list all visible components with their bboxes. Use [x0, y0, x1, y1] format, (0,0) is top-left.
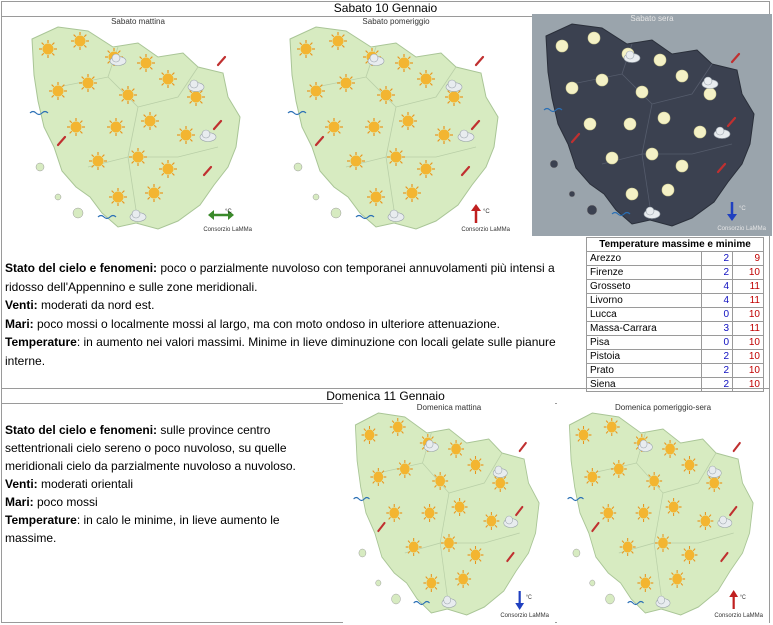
- sea-paragraph: [5, 493, 330, 511]
- island-shape: [392, 594, 401, 604]
- day1-bulletin: [5, 259, 575, 370]
- moon-icon: [626, 188, 638, 200]
- moon-icon: [676, 70, 688, 82]
- sun-icon: [435, 126, 453, 144]
- moon-icon: [646, 148, 658, 160]
- city-cell: Arezzo: [587, 252, 702, 266]
- sun-icon: [395, 54, 413, 72]
- map-label: Domenica mattina: [416, 403, 482, 412]
- moon-icon: [606, 152, 618, 164]
- sun-icon: [448, 440, 464, 458]
- sun-icon: [697, 512, 713, 530]
- temp-text: : in calo le minime, in lieve aumento le massime.: [5, 513, 280, 545]
- wind-text: moderati da nord est.: [37, 298, 155, 312]
- moon-icon: [636, 86, 648, 98]
- unit-label: °C: [525, 594, 532, 602]
- map-sabato-pomeriggio[interactable]: [276, 17, 516, 237]
- wind-text: moderati orientali: [37, 477, 134, 491]
- sun-icon: [397, 460, 413, 478]
- unit-label: °C: [225, 209, 232, 215]
- sun-icon: [159, 70, 177, 88]
- sun-icon: [337, 74, 355, 92]
- map-sabato-sera[interactable]: [532, 14, 772, 236]
- sun-icon: [611, 460, 627, 478]
- sky-paragraph: [5, 259, 575, 296]
- city-cell: Firenze: [587, 266, 702, 280]
- sun-icon: [39, 40, 57, 58]
- temperature-row: [587, 308, 764, 322]
- moon-icon: [676, 160, 688, 172]
- day1-title: Sabato 10 Gennaio: [2, 1, 769, 17]
- sky-paragraph: [5, 421, 330, 475]
- sun-icon: [604, 418, 620, 436]
- island-shape: [73, 208, 83, 218]
- sun-icon: [137, 54, 155, 72]
- sun-icon: [682, 546, 698, 564]
- sun-icon: [71, 32, 89, 50]
- map-credit: Consorzio LaMMa: [203, 227, 252, 233]
- sun-icon: [109, 188, 127, 206]
- sun-icon: [417, 160, 435, 178]
- moon-icon: [566, 82, 578, 94]
- island-shape: [590, 580, 595, 586]
- sun-icon: [646, 472, 662, 490]
- temperature-table: [586, 237, 764, 392]
- map-domenica-pomeriggio-sera[interactable]: [557, 403, 769, 623]
- sea-paragraph: [5, 315, 575, 334]
- sun-icon: [365, 118, 383, 136]
- sea-label: Mari:: [5, 495, 34, 509]
- sun-icon: [576, 426, 592, 444]
- sun-icon: [468, 456, 484, 474]
- moon-icon: [584, 118, 596, 130]
- day2-title: Domenica 11 Gennaio: [2, 388, 769, 404]
- map-label: Sabato pomeriggio: [362, 17, 430, 26]
- min-temp-cell: 2: [702, 266, 733, 280]
- max-temp-cell: 10: [733, 266, 764, 280]
- sun-icon: [129, 148, 147, 166]
- island-shape: [550, 160, 558, 168]
- sea-label: Mari:: [5, 316, 34, 331]
- sun-icon: [387, 148, 405, 166]
- sun-icon: [666, 498, 682, 516]
- city-cell: Pistoia: [587, 350, 702, 364]
- moon-icon: [658, 112, 670, 124]
- sun-icon: [79, 74, 97, 92]
- sun-icon: [297, 40, 315, 58]
- city-cell: Grosseto: [587, 280, 702, 294]
- tuscany-weather-map: [532, 14, 772, 236]
- city-cell: Pisa: [587, 336, 702, 350]
- sun-icon: [417, 70, 435, 88]
- sun-icon: [89, 152, 107, 170]
- sun-icon: [141, 112, 159, 130]
- temperature-row: [587, 322, 764, 336]
- moon-icon: [556, 40, 568, 52]
- min-temp-cell: 4: [702, 280, 733, 294]
- island-shape: [587, 205, 597, 215]
- max-temp-cell: 10: [733, 364, 764, 378]
- max-temp-cell: 10: [733, 350, 764, 364]
- unit-label: °C: [483, 209, 490, 215]
- temp-label: Temperature: [5, 335, 77, 349]
- city-cell: Massa-Carrara: [587, 322, 702, 336]
- temperature-row: [587, 364, 764, 378]
- map-sabato-mattina[interactable]: [18, 17, 258, 237]
- island-shape: [573, 549, 580, 557]
- island-shape: [376, 580, 381, 586]
- map-label: Sabato mattina: [111, 17, 165, 26]
- sky-text: sulle province centro settentrionali cielo sereno o poco nuvoloso, su quelle meridionali cielo da parzialmente nuvoloso a nuvoloso.: [5, 423, 296, 473]
- sun-icon: [655, 534, 671, 552]
- sun-icon: [159, 160, 177, 178]
- sun-icon: [432, 472, 448, 490]
- min-temp-cell: 3: [702, 322, 733, 336]
- sun-icon: [636, 504, 652, 522]
- map-label: Sabato sera: [630, 14, 674, 23]
- sun-icon: [669, 570, 685, 588]
- island-shape: [294, 163, 302, 171]
- map-domenica-mattina[interactable]: [343, 403, 555, 623]
- tuscany-weather-map: [18, 17, 258, 237]
- temperature-row: [587, 252, 764, 266]
- island-shape: [331, 208, 341, 218]
- sun-icon: [662, 440, 678, 458]
- temp-paragraph: [5, 333, 575, 370]
- sun-icon: [307, 82, 325, 100]
- island-shape: [55, 194, 61, 200]
- sun-icon: [483, 512, 499, 530]
- temperature-row: [587, 266, 764, 280]
- tuscany-weather-map: [276, 17, 516, 237]
- sun-icon: [423, 574, 439, 592]
- min-temp-cell: 0: [702, 336, 733, 350]
- city-cell: Siena: [587, 378, 702, 392]
- sun-icon: [67, 118, 85, 136]
- sky-text: poco o parzialmente nuvoloso con temporanei annuvolamenti più intensi a ridosso dell'Appennino e sulle zone meridionali.: [5, 261, 555, 294]
- sun-icon: [600, 504, 616, 522]
- wind-label: Venti:: [5, 298, 38, 312]
- sun-icon: [386, 504, 402, 522]
- island-shape: [569, 191, 575, 197]
- max-temp-cell: 9: [733, 252, 764, 266]
- sea-text: poco mossi: [33, 495, 98, 509]
- min-temp-cell: 2: [702, 350, 733, 364]
- map-label: Domenica pomeriggio-sera: [614, 403, 712, 412]
- sun-icon: [637, 574, 653, 592]
- max-temp-cell: 11: [733, 322, 764, 336]
- temperature-row: [587, 336, 764, 350]
- island-shape: [36, 163, 44, 171]
- sun-icon: [620, 538, 636, 556]
- sun-icon: [406, 538, 422, 556]
- sea-text: poco mossi o localmente mossi al largo, ma con moto ondoso in ulteriore attenuazione.: [33, 316, 500, 331]
- temperature-row: [587, 294, 764, 308]
- city-cell: Prato: [587, 364, 702, 378]
- sun-icon: [329, 32, 347, 50]
- min-temp-cell: 2: [702, 364, 733, 378]
- min-temp-cell: 2: [702, 378, 733, 392]
- sun-icon: [390, 418, 406, 436]
- min-temp-cell: 4: [702, 294, 733, 308]
- sun-icon: [367, 188, 385, 206]
- map-credit: Consorzio LaMMa: [500, 613, 549, 619]
- moon-icon: [704, 88, 716, 100]
- max-temp-cell: 11: [733, 280, 764, 294]
- wind-label: Venti:: [5, 477, 38, 491]
- max-temp-cell: 10: [733, 378, 764, 392]
- city-cell: Livorno: [587, 294, 702, 308]
- moon-icon: [694, 126, 706, 138]
- map-credit: Consorzio LaMMa: [714, 613, 763, 619]
- wind-paragraph: [5, 475, 330, 493]
- sun-icon: [347, 152, 365, 170]
- wind-paragraph: [5, 296, 575, 315]
- max-temp-cell: 11: [733, 294, 764, 308]
- moon-icon: [624, 118, 636, 130]
- sky-label: Stato del cielo e fenomeni:: [5, 423, 158, 437]
- temperature-table-header: Temperature massime e minime: [587, 238, 764, 252]
- island-shape: [313, 194, 319, 200]
- sun-icon: [399, 112, 417, 130]
- sun-icon: [441, 534, 457, 552]
- sun-icon: [452, 498, 468, 516]
- map-credit: Consorzio LaMMa: [717, 226, 766, 232]
- tuscany-weather-map: [557, 403, 769, 623]
- tuscany-weather-map: [343, 403, 555, 623]
- sun-icon: [370, 468, 386, 486]
- island-shape: [606, 594, 615, 604]
- sun-icon: [468, 546, 484, 564]
- sun-icon: [377, 86, 395, 104]
- temperature-row: [587, 280, 764, 294]
- sun-icon: [403, 184, 421, 202]
- sun-icon: [455, 570, 471, 588]
- moon-icon: [662, 184, 674, 196]
- temp-paragraph: [5, 511, 330, 547]
- day2-bulletin: [5, 421, 330, 547]
- sun-icon: [145, 184, 163, 202]
- map-credit: Consorzio LaMMa: [461, 227, 510, 233]
- unit-label: °C: [739, 594, 746, 602]
- temperature-row: [587, 350, 764, 364]
- sun-icon: [584, 468, 600, 486]
- min-temp-cell: 0: [702, 308, 733, 322]
- temp-text: : in aumento nei valori massimi. Minime in lieve diminuzione con locali gelate sulle pianure interne.: [5, 335, 556, 368]
- max-temp-cell: 10: [733, 308, 764, 322]
- temp-label: Temperature: [5, 513, 77, 527]
- city-cell: Lucca: [587, 308, 702, 322]
- moon-icon: [596, 74, 608, 86]
- sun-icon: [107, 118, 125, 136]
- island-shape: [359, 549, 366, 557]
- sky-label: Stato del cielo e fenomeni:: [5, 261, 158, 275]
- sun-icon: [49, 82, 67, 100]
- moon-icon: [588, 32, 600, 44]
- sun-icon: [325, 118, 343, 136]
- min-temp-cell: 2: [702, 252, 733, 266]
- sun-icon: [362, 426, 378, 444]
- sun-icon: [422, 504, 438, 522]
- sun-icon: [177, 126, 195, 144]
- sun-icon: [119, 86, 137, 104]
- unit-label: °C: [739, 206, 746, 212]
- max-temp-cell: 10: [733, 336, 764, 350]
- sun-icon: [682, 456, 698, 474]
- moon-icon: [654, 54, 666, 66]
